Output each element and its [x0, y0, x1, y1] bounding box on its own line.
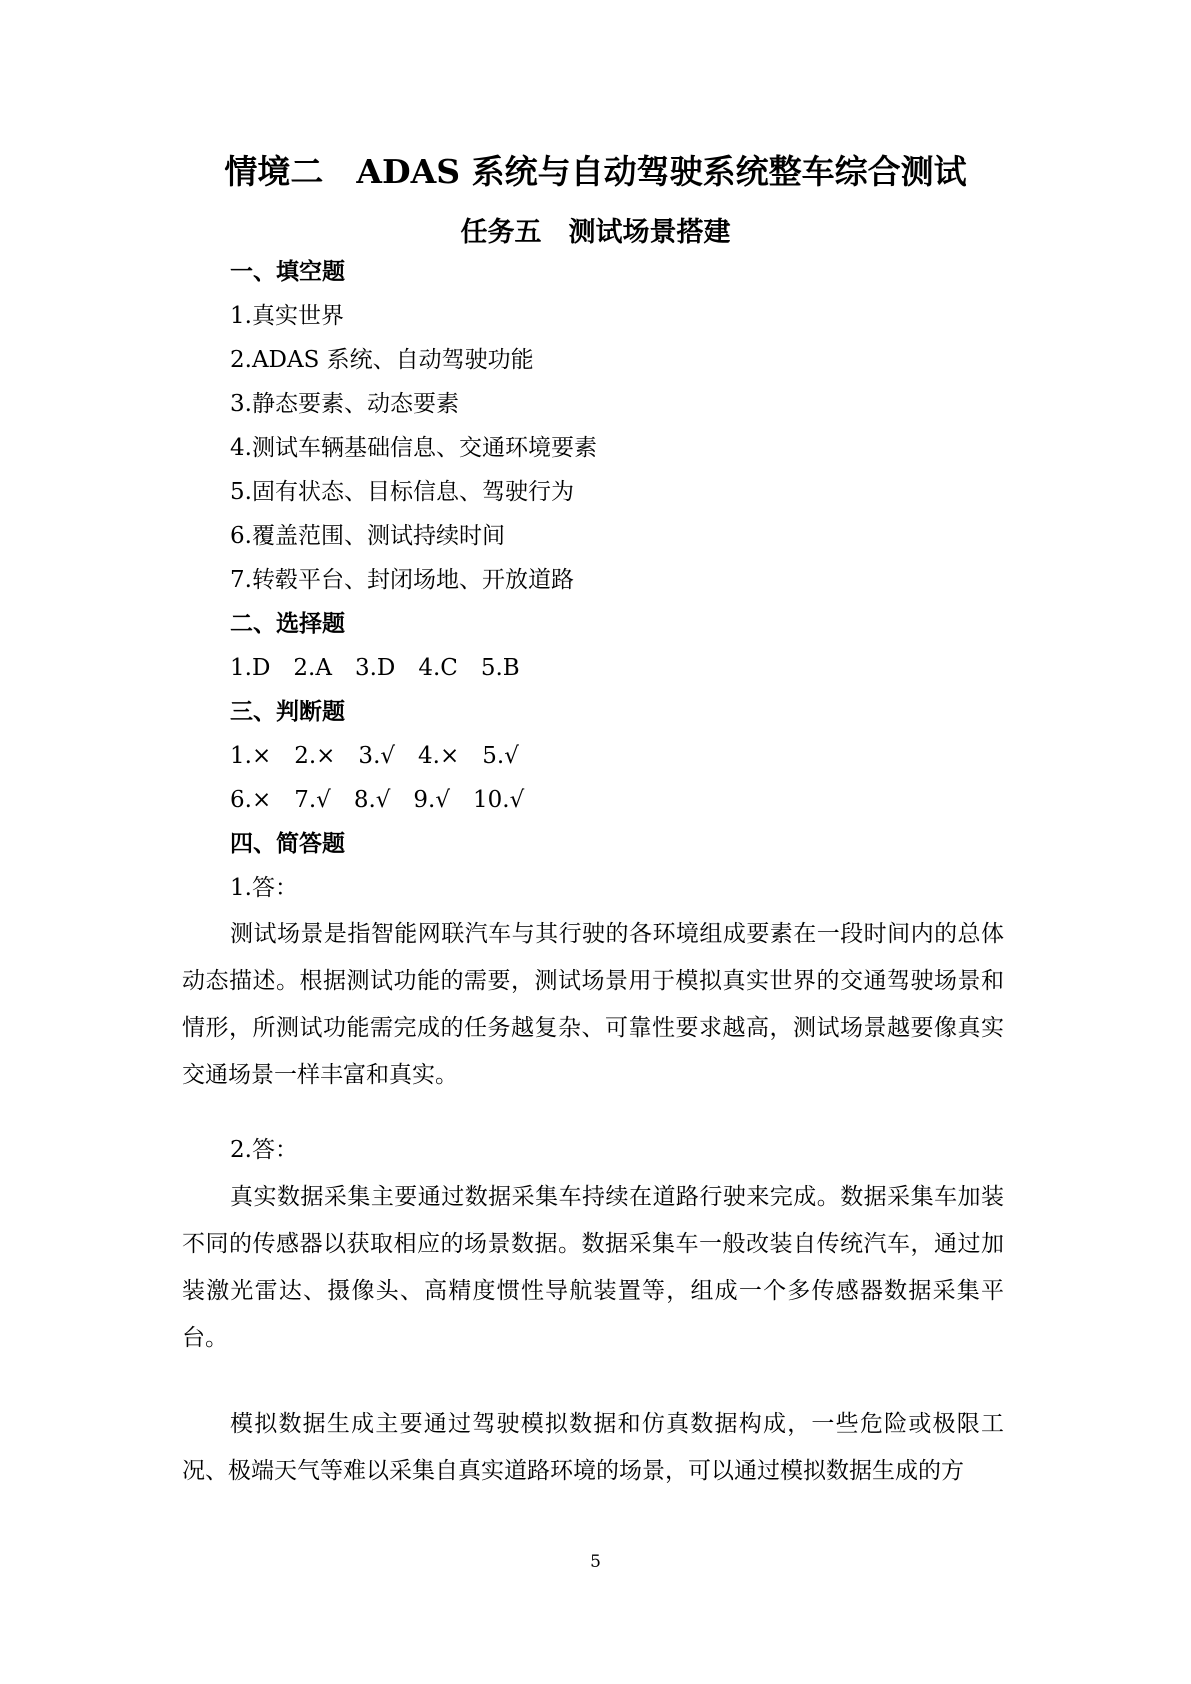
short-answer-2-label: 2.答： [230, 1137, 298, 1163]
fill-blank-answer-3: 3.静态要素、动态要素 [230, 391, 459, 417]
fill-blank-answer-5: 5.固有状态、目标信息、驾驶行为 [230, 479, 574, 505]
judge-answers-row-2: 6.× 7.√ 8.√ 9.√ 10.√ [230, 787, 525, 813]
page-title: 情境二 ADAS 系统与自动驾驶系统整车综合测试 [224, 152, 967, 191]
fill-blank-answer-1: 1.真实世界 [230, 303, 344, 329]
short-answer-1-label: 1.答： [230, 875, 298, 901]
task-subtitle: 任务五 测试场景搭建 [460, 217, 731, 248]
fill-blank-answer-6: 6.覆盖范围、测试持续时间 [230, 523, 505, 549]
fill-blank-answer-4: 4.测试车辆基础信息、交通环境要素 [230, 435, 597, 461]
short-answer-2-text-paragraph-2: 模拟数据生成主要通过驾驶模拟数据和仿真数据构成，一些危险或极限工况、极端天气等难以采集自真实道路环境的场景，可以通过模拟数据生成的方 [182, 1411, 1004, 1484]
fill-blank-answer-2: 2.ADAS 系统、自动驾驶功能 [230, 347, 534, 373]
section-heading-fill-blank: 一、填空题 [230, 258, 345, 285]
section-heading-short-answer: 四、简答题 [230, 830, 345, 857]
section-heading-judge: 三、判断题 [230, 698, 345, 725]
fill-blank-answer-7: 7.转毂平台、封闭场地、开放道路 [230, 567, 574, 593]
short-answer-2-text-paragraph-1: 真实数据采集主要通过数据采集车持续在道路行驶来完成。数据采集车加装不同的传感器以获取相应的场景数据。数据采集车一般改装自传统汽车，通过加装激光雷达、摄像头、高精度惯性导航装置等，组成一个多传感器数据采集平台。 [182, 1184, 1004, 1351]
section-heading-choice: 二、选择题 [230, 610, 345, 637]
choice-answers: 1.D 2.A 3.D 4.C 5.B [230, 655, 520, 681]
short-answer-1-text: 测试场景是指智能网联汽车与其行驶的各环境组成要素在一段时间内的总体动态描述。根据测试功能的需要，测试场景用于模拟真实世界的交通驾驶场景和情形，所测试功能需完成的任务越复杂、可靠性要求越高，测试场景越要像真实交通场景一样丰富和真实。 [182, 921, 1004, 1088]
page-number: 5 [590, 1552, 601, 1572]
judge-answers-row-1: 1.× 2.× 3.√ 4.× 5.√ [230, 743, 519, 769]
